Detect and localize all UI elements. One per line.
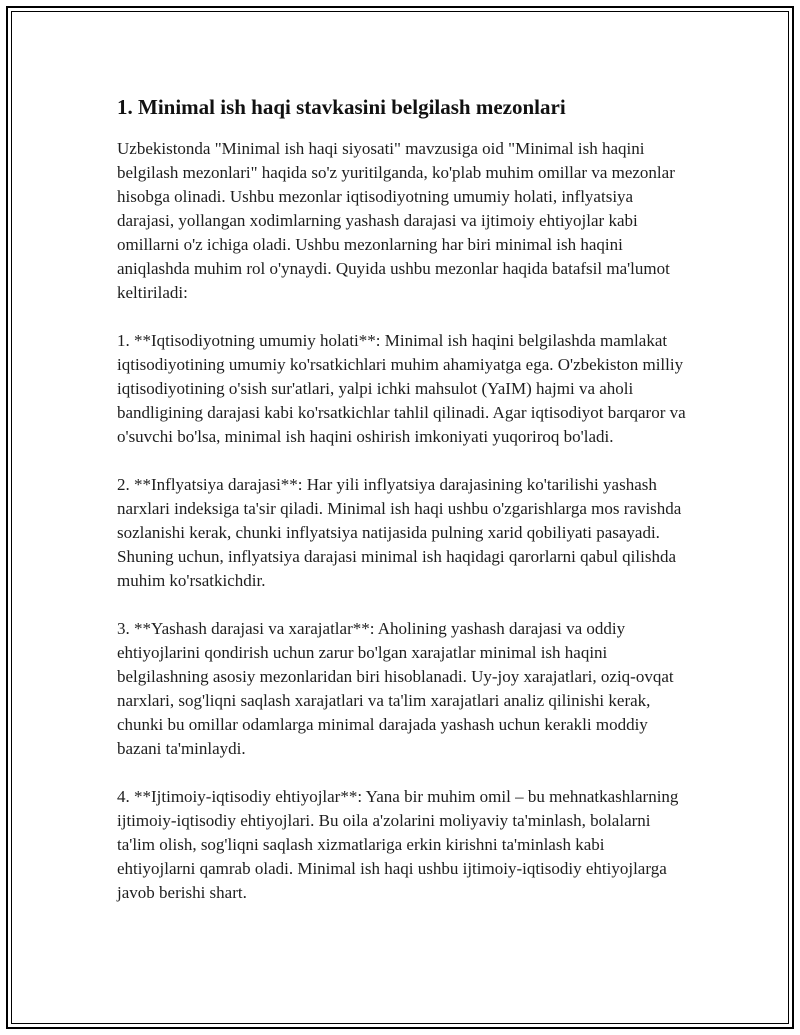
criterion-paragraph-economy: 1. **Iqtisodiyotning umumiy holati**: Minimal ish haqini belgilashda mamlakat iqtisodiyotining umumiy ko'rsatkichlari muhim ahamiyatga ega. O'zbekiston milliy iqtisodiyotining o'sish sur'atlari, yalpi ichki mahsulot (YaIM) hajmi va aholi bandligining darajasi kabi ko'rsatkichlar tahlil qilinadi. Agar iqtisodiyot barqaror va o'suvchi bo'lsa, minimal ish haqini oshirish imkoniyati yuqoriroq bo'ladi. [117,331,686,446]
criterion-paragraph-social-needs: 4. **Ijtimoiy-iqtisodiy ehtiyojlar**: Yana bir muhim omil – bu mehnatkashlarning ijtimoiy-iqtisodiy ehtiyojlari. Bu oila a'zolarini moliyaviy ta'minlash, bolalarni ta'lim olish, sog'liqni saqlash xizmatlariga erkin kirishni ta'minlash kabi ehtiyojlarni qamrab oladi. Minimal ish haqi ushbu ijtimoiy-iqtisodiy ehtiyojlarga javob berishi shart. [117,787,679,902]
intro-paragraph: Uzbekistonda "Minimal ish haqi siyosati" mavzusiga oid "Minimal ish haqini belgilash mezonlari" haqida so'z yuritilganda, ko'plab muhim omillar va mezonlar hisobga olinadi. Ushbu mezonlar iqtisodiyotning umumiy holati, inflyatsiya darajasi, yollangan xodimlarning yashash darajasi va ijtimoiy ehtiyojlar kabi omillarni o'z ichiga oladi. Ushbu mezonlarning har biri minimal ish haqini aniqlashda muhim rol o'ynaydi. Quyida ushbu mezonlar haqida batafsil ma'lumot keltiriladi: [117,139,675,302]
criterion-paragraph-inflation: 2. **Inflyatsiya darajasi**: Har yili inflyatsiya darajasining ko'tarilishi yashash narxlari indeksiga ta'sir qiladi. Minimal ish haqi ushbu o'zgarishlarga mos ravishda sozlanishi kerak, chunki inflyatsiya natijasida pulning xarid qobiliyati pasayadi. Shuning uchun, inflyatsiya darajasi minimal ish haqidagi qarorlarni qabul qilishda muhim ko'rsatkichdir. [117,475,682,590]
criterion-paragraph-living-costs: 3. **Yashash darajasi va xarajatlar**: Aholining yashash darajasi va oddiy ehtiyojlarini qondirish uchun zarur bo'lgan xarajatlar minimal ish haqini belgilashning asosiy mezonlaridan biri hisoblanadi. Uy-joy xarajatlari, oziq-ovqat narxlari, sog'liqni saqlash xarajatlari va ta'lim xarajatlari analiz qilinishi kerak, chunki bu omillar odamlarga minimal darajada yashash uchun kerakli moddiy bazani ta'minlaydi. [117,619,674,758]
document-body [117,93,687,905]
document-title: 1. Minimal ish haqi stavkasini belgilash mezonlari [117,95,566,119]
